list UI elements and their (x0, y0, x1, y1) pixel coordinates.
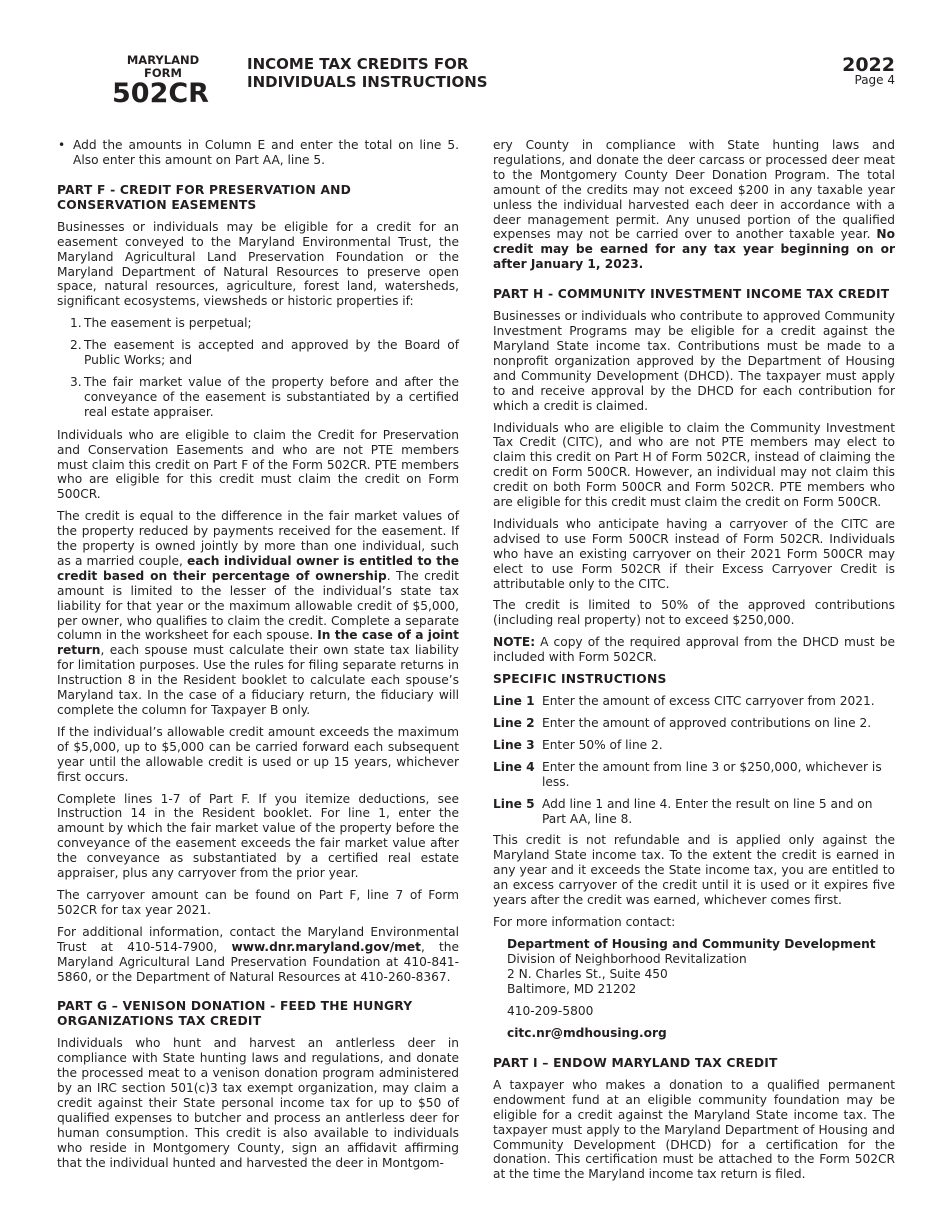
form-label: FORM (144, 66, 182, 80)
contact-org: Department of Housing and Community Development (507, 936, 876, 951)
paragraph (57, 925, 459, 985)
text-run: A copy of the required approval from the DHCD must be included with Form 502CR. (493, 635, 895, 665)
met-website-link[interactable]: www.dnr.maryland.gov/met (231, 939, 421, 954)
contact-division: Division of Neighborhood Revitalization (507, 951, 747, 966)
list-item (57, 338, 459, 368)
page-title (247, 55, 488, 91)
text-run: For additional information, contact the Maryland Environmental Trust at 410-514-7900, (57, 924, 459, 954)
part-i-heading: PART I – ENDOW MARYLAND TAX CREDIT (493, 1055, 778, 1070)
line-label: Line 3 (493, 737, 535, 752)
bold-text: No credit may be earned for any tax year beginning on or after January 1, 2023. (493, 227, 895, 272)
contact-phone: 410-209-5800 (507, 1003, 594, 1018)
line-text: Enter 50% of line 2. (542, 737, 663, 752)
line-text: Enter the amount of excess CITC carryover from 2021. (542, 694, 875, 709)
line-row (493, 738, 895, 753)
part-f-heading: PART F - CREDIT FOR PRESERVATION AND CONSERVATION EASEMENTS (57, 182, 352, 212)
paragraph: Individuals who anticipate having a carryover of the CITC are advised to use Form 500CR instead of Form 502CR. Individuals who have an existing carryover on their 2021 Form 500CR may elect to use Form 502CR if their Excess Carryover Credit is attributable only to the CITC. (493, 516, 895, 591)
paragraph: The carryover amount can be found on Part F, line 7 of Form 502CR for tax year 2021. (57, 887, 459, 917)
line-label: Line 2 (493, 716, 535, 730)
contact-email[interactable]: citc.nr@mdhousing.org (507, 1025, 667, 1040)
text-run: . The credit amount is limited to the lesser of the individual’s state tax liability for that year or the maximum allowable credit of $5,000, per owner, who qualifies to claim the credit. Complete a separate column in the worksheet for each spouse. (57, 568, 460, 643)
line-text: Enter the amount of approved contributions on line 2. (542, 716, 872, 730)
paragraph: Businesses or individuals who contribute to approved Community Investment Programs may be eligible for a credit against the Maryland State income tax. Contributions must be made to a nonprofit organization approved by the Department of Housing and Community Development (DHCD). The taxpayer must apply to and receive approval by the DHCD for each contribution for which a credit is claimed. (493, 309, 895, 413)
line-label: Line 5 (493, 796, 535, 811)
bold-text: each individual owner is entitled to the credit based on their percentage of ownership (57, 553, 460, 583)
right-column (493, 138, 895, 1189)
bullet-item: • Add the amounts in Column E and enter the total on line 5. Also enter this amount on Part AA, line 5. (57, 138, 459, 168)
line-label: Line 4 (493, 759, 535, 774)
paragraph: This credit is not refundable and is applied only against the Maryland State income tax. To the extent the credit is earned in any year and it exceeds the State income tax, you are entitled to an excess carryover of the credit until it is used or it expires five years after the credit was earned, whichever comes first. (493, 833, 895, 908)
specific-instructions-heading: SPECIFIC INSTRUCTIONS (493, 672, 667, 687)
list-item (57, 316, 459, 331)
list-text: The fair market value of the property before and after the conveyance of the easement is substantiated by a certified real estate appraiser. (84, 374, 459, 419)
paragraph: The credit is limited to 50% of the approved contributions (including real property) not to exceed $250,000. (493, 598, 895, 628)
list-item (57, 375, 459, 420)
state-name: MARYLAND (126, 53, 200, 67)
paragraph (493, 138, 895, 272)
paragraph: If the individual’s allowable credit amount exceeds the maximum of $5,000, up to $5,000 can be carried forward each subsequent year until the allowable credit is used or up 15 years, whichever first occurs. (57, 724, 459, 784)
list-number: 1. (70, 316, 82, 331)
condition-list (57, 316, 459, 419)
line-row (493, 760, 895, 790)
text-run: , the Maryland Agricultural Land Preservation Foundation at 410-841-5860, or the Department of Natural Resources at 410-260-8367. (57, 939, 459, 984)
title-line-2: INDIVIDUALS INSTRUCTIONS (247, 73, 488, 91)
text-run: The credit is equal to the difference in the fair market values of the property reduced by payments received for the easement. If the property is owned jointly by more than one individual, such as a married couple, (57, 509, 459, 568)
contact-street: 2 N. Charles St., Suite 450 (507, 966, 668, 981)
line-text: Enter the amount from line 3 or $250,000, whichever is less. (542, 759, 882, 789)
paragraph: Individuals who are eligible to claim the Community Investment Tax Credit (CITC), and who are not PTE members may elect to claim this credit on Part H of Form 502CR, instead of claiming the credit on Form 500CR. However, an individual may not claim this credit on both Form 500CR and Form 502CR. PTE members who are eligible for this credit must claim the credit on Form 500CR. (493, 420, 895, 510)
list-number: 2. (70, 338, 82, 353)
line-row (493, 716, 895, 731)
paragraph: Businesses or individuals may be eligible for a credit for an easement conveyed to the Maryland Environmental Trust, the Maryland Agricultural Land Preservation Foundation or the Maryland Department of Natural Resources to preserve open space, natural resources, agriculture, forest land, watersheds, significant ecosystems, viewsheds or historic properties if: (57, 219, 459, 309)
paragraph: Complete lines 1-7 of Part F. If you itemize deductions, see Instruction 14 in the Resident booklet. For line 1, enter the amount by which the fair market value of the property before the conveyance of the easement exceeds the fair market value after the conveyance as substantiated by a certified real estate appraiser, plus any carryover from the prior year. (57, 791, 459, 881)
note-label: NOTE: (493, 635, 536, 650)
form-state-label (118, 54, 208, 80)
title-line-1: INCOME TAX CREDITS FOR (247, 55, 469, 73)
line-row (493, 694, 895, 709)
note-paragraph (493, 635, 895, 665)
paragraph (57, 509, 459, 718)
paragraph: A taxpayer who makes a donation to a qualified permanent endowment fund at an eligible community foundation may be eligible for a credit against the Maryland State income tax. The taxpayer must apply to the Maryland Department of Housing and Community Development (DHCD) for a certification for the donation. This certification must be attached to the Form 502CR at the time the Maryland income tax return is filed. (493, 1077, 895, 1182)
left-column (57, 138, 459, 1178)
line-row (493, 797, 895, 827)
list-text: The easement is accepted and approved by the Board of Public Works; and (84, 338, 459, 368)
contact-block (493, 937, 895, 1041)
list-text: The easement is perpetual; (84, 316, 252, 331)
line-label: Line 1 (493, 694, 535, 709)
text-run: , each spouse must calculate their own state tax liability for limitation purposes. Use the rules for filing separate returns in Instruction 8 in the Resident booklet to calculate each spouse’s Maryland tax. In the case of a fiduciary return, the fiduciary will complete the column for Taxpayer B only. (57, 643, 459, 717)
contact-city: Baltimore, MD 21202 (507, 981, 637, 996)
bold-text: In the case of a joint return (57, 628, 459, 658)
form-number: 502CR (112, 78, 209, 109)
paragraph: Individuals who hunt and harvest an antlerless deer in compliance with State hunting laws and regulations, and donate the processed meat to a venison donation program administered by an IRC section 501(c)3 tax exempt organization, may claim a credit against their State personal income tax for up to $50 of qualified expenses to butcher and process an antlerless deer for human consumption. This credit is also available to individuals who reside in Montgomery County, sign an affidavit affirming that the individual hunted and harvested the deer in Montgom- (57, 1036, 459, 1170)
page-number: Page 4 (854, 73, 895, 87)
paragraph: For more information contact: (493, 914, 676, 929)
line-text: Add line 1 and line 4. Enter the result on line 5 and on Part AA, line 8. (542, 796, 873, 826)
tax-year: 2022 (842, 54, 895, 76)
bullet-list (57, 138, 459, 168)
paragraph: Individuals who are eligible to claim the Credit for Preservation and Conservation Easements and who are not PTE members must claim this credit on Part F of the Form 502CR. PTE members who are eligible for this credit must claim the credit on Form 500CR. (57, 427, 459, 502)
text-run: ery County in compliance with State hunting laws and regulations, and donate the deer carcass or processed deer meat to the Montgomery County Deer Donation Program. The total amount of the credits may not exceed $200 in any taxable year unless the individual harvested each deer in accordance with a deer management permit. Any unused portion of the qualified expenses may not be carried over to another taxable year. (493, 138, 895, 242)
part-g-heading: PART G – VENISON DONATION - FEED THE HUNGRY ORGANIZATIONS TAX CREDIT (57, 999, 413, 1029)
part-h-heading: PART H - COMMUNITY INVESTMENT INCOME TAX CREDIT (493, 287, 890, 302)
list-number: 3. (70, 374, 82, 389)
line-instructions (493, 694, 895, 826)
